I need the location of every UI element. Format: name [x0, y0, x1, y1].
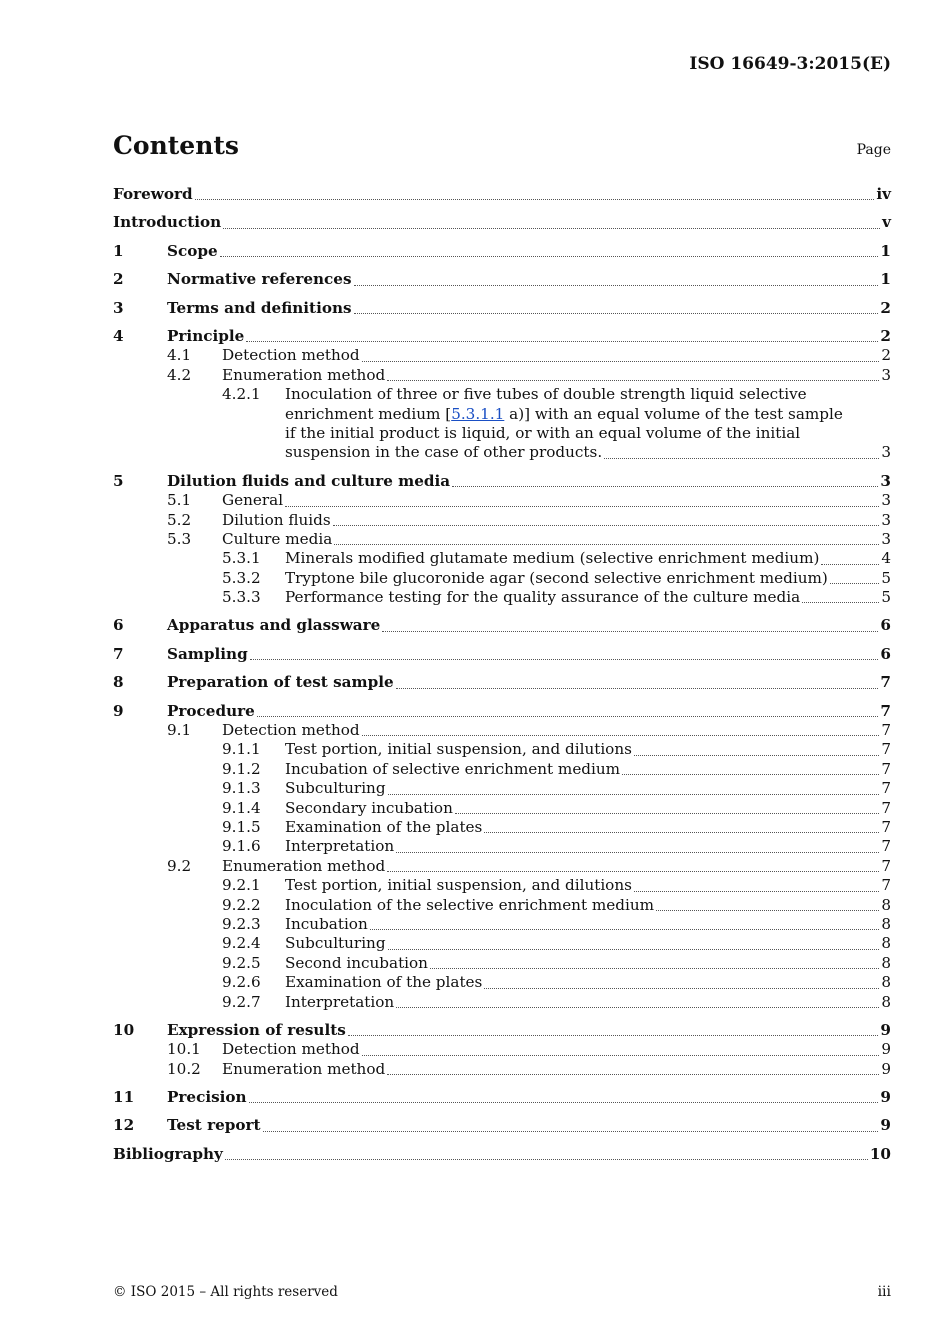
toc-entry[interactable] — [113, 299, 891, 318]
toc-entry-number: 9 — [113, 701, 124, 720]
toc-entry-page: 8 — [881, 914, 891, 933]
toc-entry-title: Detection method — [222, 346, 360, 365]
toc-entry[interactable] — [113, 569, 891, 588]
toc-entry-number: 5.3.2 — [222, 568, 261, 587]
toc-entry-title: Normative references — [167, 270, 352, 289]
toc-entry-title: Enumeration method — [222, 856, 386, 875]
toc-entry-page: 4 — [881, 549, 891, 568]
toc-entry[interactable] — [113, 1145, 891, 1164]
toc-entry-page: 8 — [881, 992, 891, 1011]
toc-entry[interactable] — [113, 673, 891, 692]
toc-entry-page: v — [882, 213, 891, 232]
dot-leader — [484, 987, 879, 989]
toc-entry-title-text: a)] with an equal volume of the test sample — [504, 404, 843, 423]
copyright-notice: © ISO 2015 – All rights reserved — [113, 1284, 338, 1300]
toc-entry-title: Sampling — [167, 644, 248, 663]
toc-entry-title: Incubation of selective enrichment medium — [285, 759, 621, 778]
toc-entry[interactable] — [113, 837, 891, 856]
page-title: Contents — [113, 131, 240, 160]
toc-entry-page: 6 — [880, 644, 891, 663]
dot-leader — [348, 1034, 879, 1036]
toc-entry[interactable] — [113, 760, 891, 779]
dot-leader — [387, 870, 879, 872]
toc-entry-title: General — [222, 491, 284, 510]
dot-leader — [285, 505, 879, 507]
dot-leader — [334, 543, 879, 545]
dot-leader — [249, 1101, 879, 1103]
toc-entry-page: 5 — [881, 588, 891, 607]
toc-entry-page: 2 — [880, 326, 891, 345]
toc-entry-number: 9.2.6 — [222, 973, 261, 992]
toc-entry-number: 5.3.1 — [222, 549, 261, 568]
toc-entry-page: 7 — [881, 798, 891, 817]
dot-leader — [225, 1158, 868, 1160]
toc-entry-page: 8 — [881, 934, 891, 953]
toc-entry[interactable] — [113, 1040, 891, 1059]
toc-entry-title: Examination of the plates — [285, 817, 483, 836]
toc-entry-title: Minerals modified glutamate medium (selective enrichment medium) — [285, 549, 820, 568]
toc-entry[interactable] — [113, 954, 891, 973]
toc-entry-number: 5.3.3 — [222, 588, 261, 607]
toc-entry[interactable] — [113, 876, 891, 895]
dot-leader — [387, 379, 879, 381]
dot-leader — [634, 754, 879, 756]
toc-entry-title: Precision — [167, 1088, 247, 1107]
dot-leader — [382, 630, 878, 632]
dot-leader — [354, 312, 879, 314]
dot-leader — [362, 734, 880, 736]
dot-leader — [387, 1073, 879, 1075]
toc-entry-page: 6 — [880, 616, 891, 635]
dot-leader — [802, 601, 879, 603]
table-of-contents — [113, 185, 891, 1164]
toc-entry-number: 5.3 — [167, 529, 192, 548]
toc-entry-page: 7 — [880, 701, 891, 720]
toc-entry[interactable] — [113, 185, 891, 204]
dot-leader — [362, 1054, 880, 1056]
toc-entry-number: 8 — [113, 673, 124, 692]
toc-entry-number: 5.1 — [167, 491, 192, 510]
document-id: ISO 16649-3:2015(E) — [689, 54, 891, 74]
toc-entry-page: 7 — [881, 817, 891, 836]
page-column-label: Page — [856, 142, 891, 158]
toc-entry-page: 9 — [880, 1020, 891, 1039]
toc-entry[interactable] — [113, 491, 891, 510]
dot-leader — [634, 890, 879, 892]
toc-entry-page: 3 — [880, 471, 891, 490]
toc-entry[interactable] — [113, 385, 891, 463]
toc-entry[interactable] — [113, 1116, 891, 1135]
toc-entry-title: Procedure — [167, 701, 255, 720]
toc-entry-number: 4.2.1 — [222, 385, 261, 404]
toc-entry-title: Test report — [167, 1116, 261, 1135]
toc-entry[interactable] — [113, 588, 891, 607]
toc-entry[interactable] — [113, 934, 891, 953]
toc-entry-number: 9.1.4 — [222, 798, 261, 817]
toc-entry[interactable] — [113, 472, 891, 491]
toc-entry-page: 7 — [881, 779, 891, 798]
toc-entry[interactable] — [113, 616, 891, 635]
toc-entry-page: 7 — [881, 876, 891, 895]
toc-entry-number: 10.2 — [167, 1059, 201, 1078]
toc-entry-title: Expression of results — [167, 1020, 346, 1039]
toc-entry-title: Tryptone bile glucoronide agar (second selective enrichment medium) — [285, 568, 828, 587]
dot-leader — [220, 255, 879, 257]
toc-entry-number: 5 — [113, 471, 124, 490]
toc-entry-title: Enumeration method — [222, 365, 386, 384]
toc-entry[interactable] — [113, 549, 891, 568]
dot-leader — [396, 687, 879, 689]
toc-entry-page: 3 — [881, 510, 891, 529]
dot-leader — [821, 563, 879, 565]
toc-entry[interactable] — [113, 242, 891, 261]
toc-entry-title: Subculturing — [285, 779, 386, 798]
toc-entry-title: Dilution fluids — [222, 510, 331, 529]
toc-entry-page: 1 — [880, 270, 891, 289]
toc-entry-title: Performance testing for the quality assurance of the culture media — [285, 588, 801, 607]
toc-entry-page: 9 — [881, 1059, 891, 1078]
toc-entry-number: 9.2.2 — [222, 895, 261, 914]
toc-entry-page: 9 — [880, 1116, 891, 1135]
dot-leader — [257, 715, 879, 717]
dot-leader — [195, 198, 875, 200]
toc-entry-number: 9.2.7 — [222, 992, 261, 1011]
toc-entry[interactable] — [113, 779, 891, 798]
dot-leader — [250, 658, 879, 660]
toc-entry[interactable] — [113, 645, 891, 664]
toc-entry[interactable] — [113, 530, 891, 549]
dot-leader — [396, 851, 879, 853]
toc-entry-title: Terms and definitions — [167, 298, 352, 317]
dot-leader — [354, 284, 879, 286]
dot-leader — [333, 524, 880, 526]
toc-entry[interactable] — [113, 270, 891, 289]
toc-entry-number: 9.1 — [167, 721, 192, 740]
toc-entry[interactable] — [113, 915, 891, 934]
toc-entry-title: Test portion, initial suspension, and dilutions — [285, 740, 632, 759]
toc-entry-page: 7 — [881, 721, 891, 740]
toc-entry-number: 2 — [113, 270, 124, 289]
toc-entry-page: 7 — [881, 759, 891, 778]
toc-entry[interactable] — [113, 366, 891, 385]
toc-entry-title: Enumeration method — [222, 1059, 386, 1078]
toc-entry-number: 9.2.3 — [222, 914, 261, 933]
toc-entry[interactable] — [113, 346, 891, 365]
dot-leader — [430, 967, 879, 969]
toc-entry-title: Scope — [167, 241, 218, 260]
dot-leader — [656, 909, 879, 911]
toc-entry-number: 4.1 — [167, 346, 192, 365]
toc-entry-number: 10.1 — [167, 1040, 201, 1059]
toc-entry-page: 8 — [881, 973, 891, 992]
toc-entry-number: 3 — [113, 298, 124, 317]
dot-leader — [622, 773, 879, 775]
toc-entry-page: iv — [876, 184, 891, 203]
toc-entry-number: 4.2 — [167, 365, 192, 384]
dot-leader — [362, 360, 880, 362]
toc-entry-page: 7 — [881, 856, 891, 875]
toc-entry-number: 9.2.1 — [222, 876, 261, 895]
dot-leader — [263, 1130, 879, 1132]
toc-entry[interactable] — [113, 993, 891, 1012]
toc-entry-title: Secondary incubation — [285, 798, 453, 817]
toc-entry-page: 9 — [880, 1088, 891, 1107]
toc-entry-title-text: enrichment medium [ — [285, 404, 452, 423]
toc-entry-page: 3 — [881, 491, 891, 510]
dot-leader — [484, 831, 879, 833]
toc-entry-page: 1 — [880, 241, 891, 260]
toc-entry-page: 7 — [881, 837, 891, 856]
toc-entry-page: 5 — [881, 568, 891, 587]
toc-entry-title: Second incubation — [285, 953, 428, 972]
toc-entry-title: Detection method — [222, 1040, 360, 1059]
toc-entry-title: Test portion, initial suspension, and dilutions — [285, 876, 632, 895]
toc-entry-title: Culture media — [222, 529, 333, 548]
dot-leader — [396, 1006, 879, 1008]
dot-leader — [388, 948, 880, 950]
toc-entry[interactable] — [113, 1088, 891, 1107]
toc-entry-title: Principle — [167, 326, 245, 345]
toc-entry-number: 4 — [113, 326, 124, 345]
page-number: iii — [877, 1284, 891, 1300]
toc-entry-number: 6 — [113, 616, 124, 635]
dot-leader — [223, 227, 880, 229]
dot-leader — [370, 928, 880, 930]
toc-entry-page: 3 — [881, 365, 891, 384]
cross-reference-link[interactable]: 5.3.1.1 — [451, 404, 505, 423]
toc-entry-number: 9.2.5 — [222, 953, 261, 972]
toc-entry-number: 7 — [113, 644, 124, 663]
toc-entry-title: Detection method — [222, 721, 360, 740]
toc-entry[interactable] — [113, 818, 891, 837]
dot-leader — [455, 812, 879, 814]
toc-entry-page: 8 — [881, 895, 891, 914]
toc-entry-title: Interpretation — [285, 837, 395, 856]
toc-entry-number: 9.1.6 — [222, 837, 261, 856]
toc-entry-number: 1 — [113, 241, 124, 260]
toc-entry-title-line: if the initial product is liquid, or with an equal volume of the initial — [285, 423, 801, 442]
toc-entry-title: Preparation of test sample — [167, 673, 394, 692]
toc-entry-number: 5.2 — [167, 510, 192, 529]
toc-entry-page: 10 — [869, 1144, 891, 1163]
dot-leader — [452, 485, 878, 487]
toc-entry-title-line: Inoculation of three or five tubes of double strength liquid selective — [285, 385, 807, 404]
toc-entry-number: 9.1.1 — [222, 740, 261, 759]
toc-entry[interactable] — [113, 213, 891, 232]
toc-entry-number: 11 — [113, 1088, 135, 1107]
toc-entry-page: 7 — [881, 740, 891, 759]
toc-entry-number: 9.2.4 — [222, 934, 261, 953]
toc-entry-page: 3 — [881, 529, 891, 548]
toc-entry-title-line — [285, 405, 891, 424]
toc-entry-title: Incubation — [285, 914, 368, 933]
toc-entry-page: 7 — [880, 673, 891, 692]
toc-entry-title: Inoculation of the selective enrichment medium — [285, 895, 655, 914]
toc-entry-page: 2 — [880, 298, 891, 317]
toc-entry[interactable] — [113, 896, 891, 915]
toc-entry[interactable] — [113, 511, 891, 530]
toc-entry[interactable] — [113, 721, 891, 740]
toc-entry[interactable] — [113, 973, 891, 992]
toc-entry-title: Subculturing — [285, 934, 386, 953]
toc-entry-title: Bibliography — [113, 1144, 223, 1163]
toc-entry[interactable] — [113, 857, 891, 876]
toc-entry-title: Interpretation — [285, 992, 395, 1011]
toc-entry-page: 8 — [881, 953, 891, 972]
toc-entry[interactable] — [113, 740, 891, 759]
toc-entry-title: Examination of the plates — [285, 973, 483, 992]
toc-entry-page: 2 — [881, 346, 891, 365]
toc-entry-number: 9.1.3 — [222, 779, 261, 798]
toc-entry[interactable] — [113, 799, 891, 818]
toc-entry-title-line: suspension in the case of other products. — [285, 443, 603, 462]
toc-entry-number: 10 — [113, 1020, 135, 1039]
toc-entry-title: Apparatus and glassware — [167, 616, 381, 635]
toc-entry-page: 3 — [881, 443, 891, 462]
toc-entry[interactable] — [113, 702, 891, 721]
toc-entry-title: Foreword — [113, 184, 193, 203]
toc-entry-page: 9 — [881, 1040, 891, 1059]
toc-entry[interactable] — [113, 1021, 891, 1040]
toc-entry-title: Introduction — [113, 213, 222, 232]
toc-entry-number: 9.1.2 — [222, 759, 261, 778]
dot-leader — [246, 340, 878, 342]
toc-entry-number: 12 — [113, 1116, 135, 1135]
toc-entry-number: 9.1.5 — [222, 817, 261, 836]
toc-entry-title: Dilution fluids and culture media — [167, 471, 451, 490]
dot-leader — [604, 457, 879, 459]
dot-leader — [388, 793, 880, 795]
toc-entry[interactable] — [113, 327, 891, 346]
dot-leader — [830, 582, 880, 584]
toc-entry[interactable] — [113, 1060, 891, 1079]
toc-entry-number: 9.2 — [167, 856, 192, 875]
